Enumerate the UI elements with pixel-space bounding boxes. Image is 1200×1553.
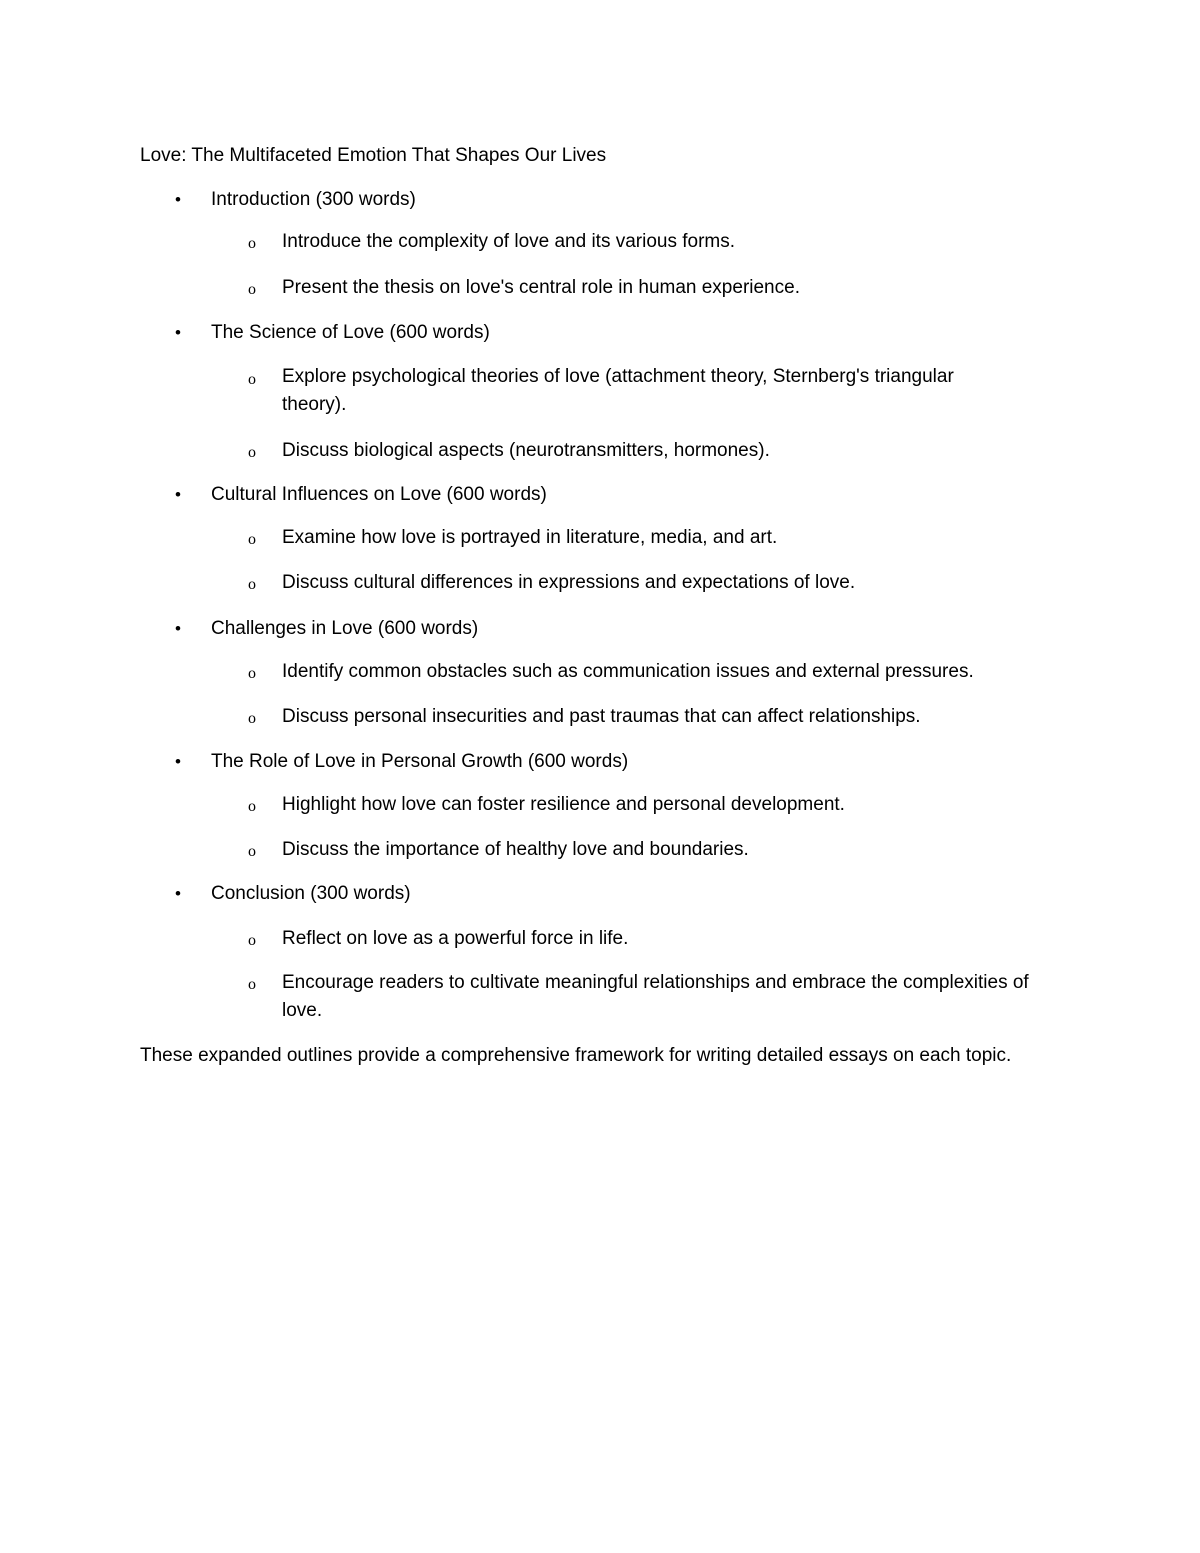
sub-bullet-icon: o bbox=[248, 976, 256, 993]
section-point: Discuss the importance of healthy love and boundaries. bbox=[282, 839, 749, 860]
document-title: Love: The Multifaceted Emotion That Shapes Our Lives bbox=[140, 145, 607, 166]
section-point: Identify common obstacles such as communication issues and external pressures. bbox=[282, 661, 974, 682]
section-point: Present the thesis on love's central role in human experience. bbox=[282, 277, 800, 298]
sub-bullet-icon: o bbox=[248, 665, 256, 682]
sub-bullet-icon: o bbox=[248, 576, 256, 593]
section-point: Encourage readers to cultivate meaningful relationships and embrace the complexities of love. bbox=[282, 972, 1029, 1021]
bullet-icon: • bbox=[175, 884, 181, 903]
sub-bullet-icon: o bbox=[248, 710, 256, 727]
section-heading: Introduction (300 words) bbox=[211, 189, 416, 210]
section-point: Explore psychological theories of love (attachment theory, Sternberg's triangular theory). bbox=[282, 366, 954, 415]
section-point: Reflect on love as a powerful force in life. bbox=[282, 928, 629, 949]
sub-bullet-icon: o bbox=[248, 235, 256, 252]
section-point: Highlight how love can foster resilience and personal development. bbox=[282, 794, 845, 815]
sub-bullet-icon: o bbox=[248, 444, 256, 461]
sub-bullet-icon: o bbox=[248, 932, 256, 949]
section-heading: The Science of Love (600 words) bbox=[211, 322, 490, 343]
bullet-icon: • bbox=[175, 619, 181, 638]
bullet-icon: • bbox=[175, 485, 181, 504]
section-point: Discuss personal insecurities and past traumas that can affect relationships. bbox=[282, 706, 921, 727]
sub-bullet-icon: o bbox=[248, 371, 256, 388]
sub-bullet-icon: o bbox=[248, 281, 256, 298]
section-point: Discuss biological aspects (neurotransmitters, hormones). bbox=[282, 440, 770, 461]
section-heading: Cultural Influences on Love (600 words) bbox=[211, 484, 547, 505]
bullet-icon: • bbox=[175, 190, 181, 209]
closing-paragraph: These expanded outlines provide a comprehensive framework for writing detailed essays on each topic. bbox=[140, 1045, 1012, 1066]
section-point: Discuss cultural differences in expressions and expectations of love. bbox=[282, 572, 856, 593]
section-heading: The Role of Love in Personal Growth (600 words) bbox=[211, 751, 629, 772]
section-heading: Conclusion (300 words) bbox=[211, 883, 411, 904]
section-point: Introduce the complexity of love and its various forms. bbox=[282, 231, 736, 252]
section-point: Examine how love is portrayed in literature, media, and art. bbox=[282, 527, 778, 548]
bullet-icon: • bbox=[175, 323, 181, 342]
sub-bullet-icon: o bbox=[248, 843, 256, 860]
sub-bullet-icon: o bbox=[248, 531, 256, 548]
section-heading: Challenges in Love (600 words) bbox=[211, 618, 479, 639]
sub-bullet-icon: o bbox=[248, 798, 256, 815]
bullet-icon: • bbox=[175, 752, 181, 771]
